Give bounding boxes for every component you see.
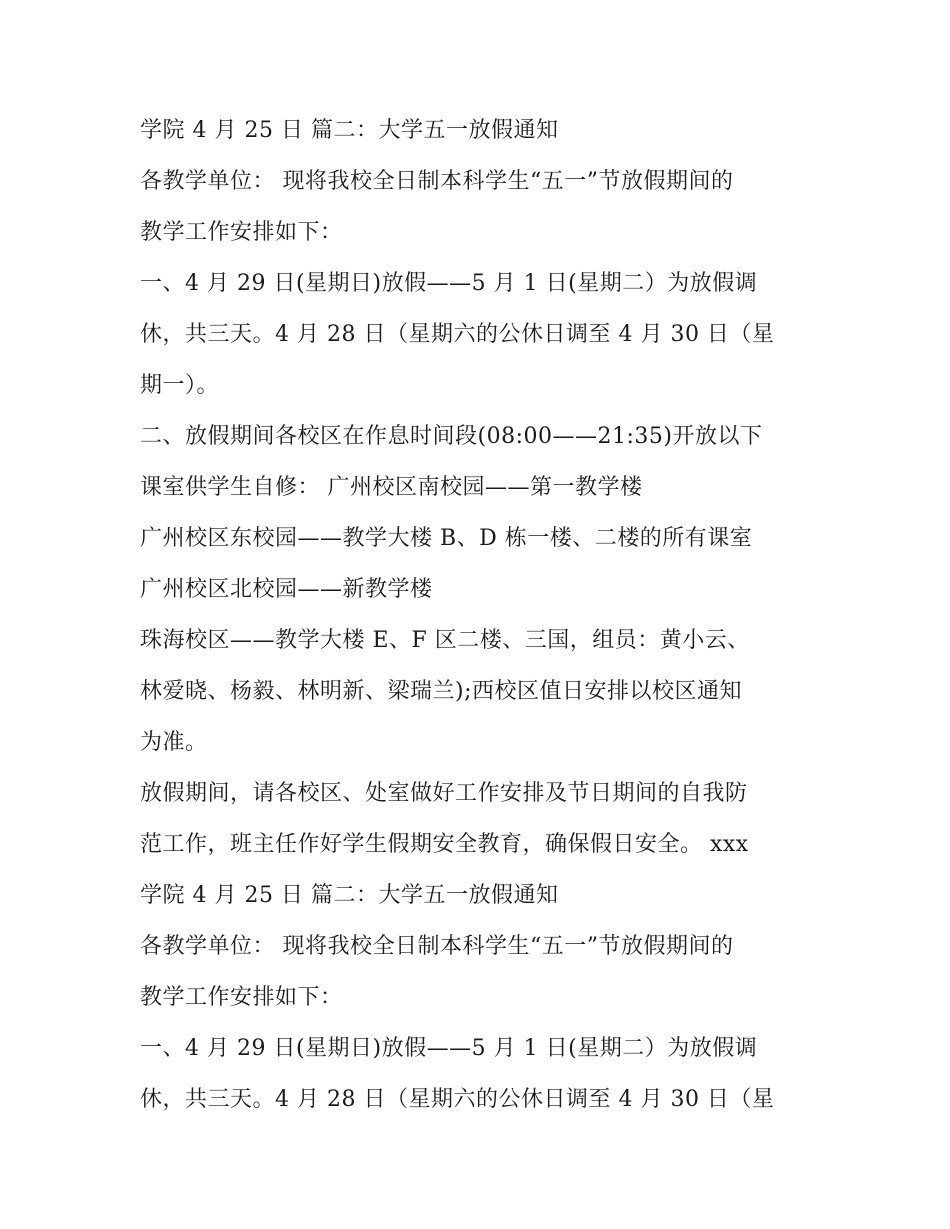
text-line-12: 林爱晓、杨毅、林明新、梁瑞兰);西校区值日安排以校区通知: [140, 679, 742, 704]
document-body: [140, 105, 820, 1125]
text-line-2: 各教学单位： 现将我校全日制本科学生“五一”节放假期间的: [140, 169, 734, 194]
text-line-1: 学院 4 月 25 日 篇二：大学五一放假通知: [140, 118, 559, 143]
text-line-7: 二、放假期间各校区在作息时间段(08:00——21:35)开放以下: [140, 424, 763, 449]
text-line-18: 教学工作安排如下：: [140, 985, 343, 1010]
text-line-16: 学院 4 月 25 日 篇二：大学五一放假通知: [140, 883, 559, 908]
text-line-15: 范工作，班主任作好学生假期安全教育，确保假日安全。 xxx: [140, 832, 749, 857]
text-line-19: 一、4 月 29 日(星期日)放假——5 月 1 日(星期二）为放假调: [140, 1036, 758, 1061]
text-line-20: 休，共三天。4 月 28 日（星期六的公休日调至 4 月 30 日（星: [140, 1087, 775, 1112]
text-line-11: 珠海校区——教学大楼 E、F 区二楼、三国，组员：黄小云、: [140, 628, 750, 653]
text-line-5: 休，共三天。4 月 28 日（星期六的公休日调至 4 月 30 日（星: [140, 322, 775, 347]
text-line-3: 教学工作安排如下：: [140, 220, 343, 245]
text-line-4: 一、4 月 29 日(星期日)放假——5 月 1 日(星期二）为放假调: [140, 271, 758, 296]
text-line-6: 期一）。: [140, 373, 220, 398]
text-line-13: 为准。: [140, 730, 208, 755]
text-line-9: 广州校区东校园——教学大楼 B、D 栋一楼、二楼的所有课室: [140, 526, 753, 551]
text-line-17: 各教学单位： 现将我校全日制本科学生“五一”节放假期间的: [140, 934, 734, 959]
text-line-14: 放假期间，请各校区、处室做好工作安排及节日期间的自我防: [140, 781, 748, 806]
text-line-8: 课室供学生自修： 广州校区南校园——第一教学楼: [140, 475, 643, 500]
text-line-10: 广州校区北校园——新教学楼: [140, 577, 433, 602]
